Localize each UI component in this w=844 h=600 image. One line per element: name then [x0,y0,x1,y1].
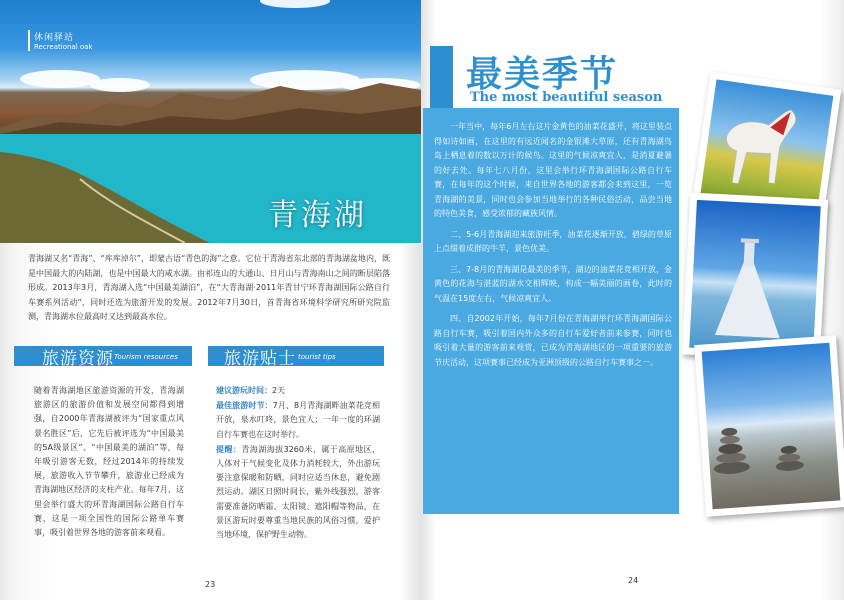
season-paragraph-2: 二、5-6月青海湖迎来旅游旺季，油菜花逐渐开放，碧绿的草原上点缀着成群的牛羊，景色优美。 [434,229,672,253]
left-page [0,0,421,600]
season-paragraph-1: 一年当中，每年6月左右这片金黄色的油菜花盛开，将这里装点得如诗如画，在这里的有远近闻名的金银滩大草原，还有青海湖鸟岛上栖息着的数以万计的候鸟。这里的气候凉爽宜人，是消夏避暑的好去处。每年七八月份，这里会举行环青海湖国际公路自行车赛，在每年的这个时候，来自世界各地的游客都会来到这里，一览青海湖的美景，同时也会参加当地举行的各种民俗活动，品尝当地的特色美食，感受浓郁的藏族风情。 [434,122,672,218]
section-title-tips: 旅游贴士 [224,349,296,369]
photo-pier [682,192,828,361]
page-number-right: 24 [628,576,639,585]
tips-list [216,384,380,543]
season-paragraph-4: 四、自2002年开始，每年7月份在青海湖举行环青海湖国际公路自行车赛，吸引着国内外众多的自行车爱好者前来参赛，同时也吸引着大量的游客前来观赏，已成为青海湖地区的一项重要的旅游节庆活动，这项赛事已经成为亚洲顶级的公路自行车赛事之一。 [434,314,672,367]
season-paragraph-3: 三、7-8月的青海湖是最美的季节，湖边的油菜花竞相开放，金黄色的花海与湛蓝的湖水交相辉映，构成一幅美丽的画卷，此时的气温在15度左右，气候凉爽宜人。 [434,264,672,303]
title-accent-block [430,46,453,108]
page-number-left: 23 [205,580,216,589]
section-subtitle-resources: Tourism resources [114,353,178,361]
page-title: 青海湖 [268,198,367,233]
tip-season-text: 7月、8月青海湖畔油菜花竞相开放，泉水叮咚，景色宜人；一年一度的环湖自行车赛也在这时举行。 [216,401,380,439]
tip-reminder-label: 提醒： [216,444,242,454]
photo-stone-cairns [694,335,844,516]
season-text [434,120,672,376]
resources-text: 随着青海湖地区旅游资源的开发，青海湖旅游区的旅游价值和发展空间都得到增强，自2000年青海湖被评为“国家重点风景名胜区”后，它先后被评选为“中国最美的5A级景区”、“中国最美的湖泊”等，每年吸引游客无数，经过2014年的持续发展，旅游收入节节攀升，旅游业已经成为青海湖地区经济的支柱产业。每年7月，这里会举行盛大的环青海湖国际公路自行车赛，这是一项全国性的国际公路单车赛事，吸引着世界各地的游客前来观看。 [34,386,184,538]
qinghai-lake-photo [0,0,421,243]
right-page-subtitle: The most beautiful season [470,90,663,105]
tip-reminder-text: 青海湖海拔3260米，属于高原地区，人体对于气候变化及体力消耗较大，外出游玩要注意保暖和防晒，同时应适当休息，避免剧烈运动。湖区日照时间长，紫外线强烈，游客需要准备防晒霜、太阳镜、遮阳帽等物品，在景区游玩时要尊重当地民族的风俗习惯，爱护当地环境，保护野生动物。 [216,444,381,540]
section-tag-en: Recreational oak [34,43,93,51]
tip-season-label: 最佳旅游时节： [216,401,273,411]
section-header-resources [14,344,192,369]
section-title-resources: 旅游资源 [42,349,114,369]
tip-duration-label: 建议游玩时间： [216,386,272,395]
tip-duration-text: 2天 [272,386,286,395]
section-header-tips [208,344,384,369]
right-page-title: 最美季节 [466,53,619,95]
section-tag [28,30,93,51]
intro-paragraph: 青海湖又名“青海”、“库库淖尔”，即蒙古语“青色的海”之意。它位于青海省东北部的青海湖盆地内，既是中国最大的内陆湖，也是中国最大的咸水湖。由祁连山的大通山、日月山与青海南山之间的断层陷落形成。2013年3月，青海湖入选“中国最美湖泊”，在“大青海湖·2011年青甘宁环青海湖国际公路自行车赛系列活动”，同时还选为旅游开发的发展。2012年7月30日，首青海省环境科学研究所研究院监测，青海湖水位最高时又达到最高水位。 [28,254,390,321]
section-tag-cn: 休闲驿站 [34,33,75,43]
section-subtitle-tips: tourist tips [298,353,336,361]
